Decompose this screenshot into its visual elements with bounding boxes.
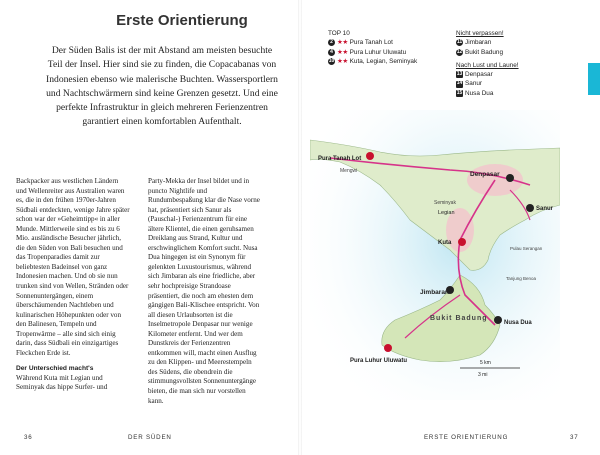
list-item	[328, 38, 417, 47]
chapter-tab	[588, 63, 600, 95]
map-label-legian: Legian	[438, 210, 455, 216]
map-label-bukit-badung: Bukit Badung	[430, 315, 488, 322]
star-rating: ★★	[337, 57, 348, 65]
map-label-uluwatu: Pura Luhur Uluwatu	[350, 358, 407, 364]
number-badge: 4	[328, 49, 335, 56]
running-head: DER SÜDEN	[128, 434, 172, 441]
subheading: Der Unterschied macht's	[16, 365, 94, 373]
body-paragraph: Backpacker aus westlichen Ländern und Wellenreiter aus Australien waren es, die in den frühen 1970er-Jahren Südbali entdeckten, wenige Jahre später schon war der »Geheimtipp« in aller Munde. Mittlerweile sind es bis zu 6 Mio. ausländische Besucher jährlich, die den Süden von Bali besuchen und das Tropenparadies damit zur beliebtesten Badeinsel von ganz Indonesien machen. Und ob sie nun trunken sind von Wellen, Stränden oder Sonnenuntergängen, einem überschäumenden Nachtleben und kulinarischen Höhepunkten oder von den Balinesen, Tempeln und Tropenwärme – alle sind sich einig darin, dass Südbali ein einzigartiges Fleckchen Erde ist.	[16, 177, 130, 357]
text-column-left	[16, 177, 130, 393]
top10-list	[328, 29, 417, 66]
list-item-label: Bukit Badung	[465, 48, 504, 56]
page-title: Erste Orientierung	[116, 12, 248, 29]
must-see-list	[456, 29, 519, 98]
list-item	[456, 48, 519, 57]
list-item-label: Sanur	[465, 80, 483, 88]
list-item	[328, 48, 417, 57]
map-label-kuta: Kuta	[438, 240, 452, 246]
list-item	[456, 70, 519, 79]
map-label-tanah-lot: Pura Tanah Lot	[318, 156, 362, 162]
list-title: TOP 10	[328, 30, 350, 37]
marker-kuta	[458, 238, 466, 246]
scale-label-mi: 3 mi	[478, 372, 488, 378]
number-badge: 15	[456, 89, 463, 96]
list-item-label: Nusa Dua	[465, 89, 494, 97]
intro-paragraph: Der Süden Balis ist der mit Abstand am meisten besuchte Teil der Insel. Hier sind sie zu finden, die Copacabanas von Indonesien ebenso wie malerische Buchten. Wassersportlern und Nachtschwärmern sind keine Grenzen gesetzt. Und eine perfekte Infrastruktur in gleich mehreren Ferienzentren garantiert einen komfortablen Aufenthalt.	[46, 45, 278, 128]
list-item-label: Kuta, Legian, Seminyak	[349, 57, 418, 65]
gutter	[298, 0, 302, 455]
body-paragraph: Während Kuta mit Legian und Seminyak das hippe Surfer- und	[16, 373, 108, 392]
map-label-seminyak: Seminyak	[434, 200, 456, 206]
body-paragraph: Party-Mekka der Insel bildet und in puncto Nightlife und Rundumbespaßung klar die Nase vorne hat, präsentiert sich Sanur als (Pauschal-) Ferienzentrum für eine ältere Klientel, die einen geruhsamen Dreiklang aus Strand, Kultur und erschwinglichem Komfort sucht. Nusa Dua hingegen ist ein Synonym für gelenkten Luxustourismus, während sich Jimbaran als eine friedliche, aber sehr hochpreisige Strandoase präsentiert, die noch am ehesten dem gängigen Bali-Klischee entspricht. Von all diesen Urlaubsorten ist die Inselmetropole Denpasar nur wenige Kilometer entfernt. Und wer dem Dunstkreis der Ferienzentren entkommen will, macht einen Ausflug zu den Klippen- und Meerestempeln des Südens, die obendrein die stimmungsvollsten Sonnenuntergänge bieten, die man sich nur vorstellen kann.	[148, 177, 260, 405]
marker-sanur	[526, 204, 534, 212]
running-head: ERSTE ORIENTIERUNG	[424, 434, 509, 441]
star-rating: ★★	[337, 39, 348, 47]
star-rating: ★★	[337, 48, 348, 56]
map-label-sanur: Sanur	[536, 206, 554, 212]
map-label-denpasar: Denpasar	[470, 171, 500, 178]
page-number: 36	[24, 434, 33, 441]
marker-nusa-dua	[494, 316, 502, 324]
text-column-right	[148, 177, 262, 406]
map-label-mengwi: Mengwi	[340, 168, 358, 174]
map-label-tanjung-benoa: Tanjung Benoa	[506, 276, 537, 281]
list-item-label: Denpasar	[465, 71, 493, 79]
map-label-serangan: Pulau Serangan	[510, 246, 543, 251]
marker-tanah-lot	[366, 152, 374, 160]
map-label-nusa-dua: Nusa Dua	[504, 320, 532, 326]
number-badge: 11	[456, 39, 463, 46]
page-number: 37	[570, 434, 579, 441]
number-badge: 2	[328, 39, 335, 46]
marker-denpasar	[506, 174, 514, 182]
number-badge: 13	[456, 71, 463, 78]
list-item	[456, 38, 519, 47]
number-badge: 10	[328, 57, 335, 64]
list-title: Nach Lust und Laune!	[456, 61, 519, 69]
list-item	[328, 57, 417, 66]
scale-label-km: 5 km	[480, 360, 491, 366]
marker-uluwatu	[384, 344, 392, 352]
list-item-label: Jimbaran	[465, 39, 492, 47]
list-item	[456, 89, 519, 98]
number-badge: 14	[456, 80, 463, 87]
list-item-label: Pura Tanah Lot	[349, 39, 393, 47]
number-badge: 12	[456, 48, 463, 55]
list-item-label: Pura Luhur Uluwatu	[349, 48, 407, 56]
list-title: Nicht verpassen!	[456, 30, 504, 37]
map-label-jimbaran: Jimbaran	[420, 289, 449, 296]
list-item	[456, 79, 519, 88]
south-bali-map	[310, 110, 560, 400]
